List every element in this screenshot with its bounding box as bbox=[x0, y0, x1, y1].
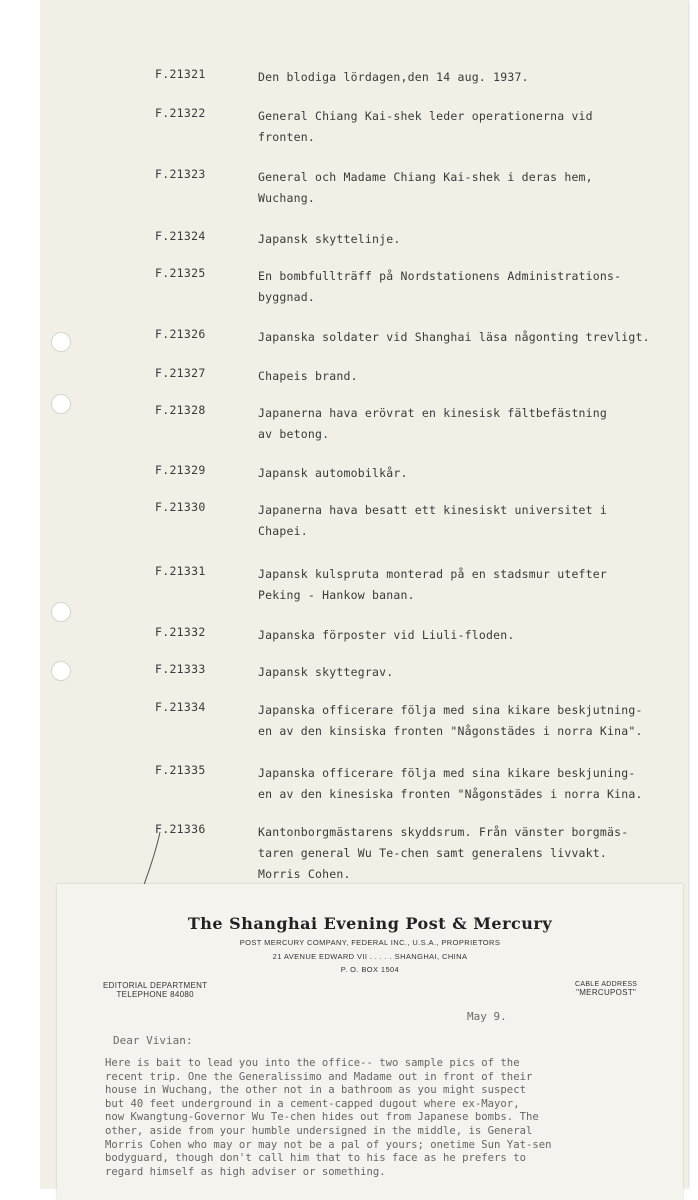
letter-body-line: recent trip. One the Generalissimo and Madame out in front of their bbox=[105, 1070, 533, 1083]
letter-body-line: now Kwangtung-Governor Wu Te-chen hides out from Japanese bombs. The bbox=[105, 1111, 539, 1124]
entry-code: F.21330 bbox=[155, 500, 206, 514]
description-line: taren general Wu Te-chen samt generalens livvakt. bbox=[258, 846, 608, 860]
entry-code: F.21328 bbox=[155, 403, 206, 417]
description-line: Japanerna hava erövrat en kinesisk fältbefästning bbox=[258, 406, 608, 420]
entry-code: F.21331 bbox=[155, 564, 206, 578]
entry-code: F.21325 bbox=[155, 266, 206, 280]
description-line: en av den kinsiska fronten "Någonstädes i norra Kina". bbox=[258, 724, 643, 738]
entry-code: F.21321 bbox=[155, 67, 206, 81]
letter-body bbox=[105, 1057, 675, 1179]
description-line: Kantonborgmästarens skyddsrum. Från vänster borgmäs- bbox=[258, 825, 629, 839]
entry-code: F.21332 bbox=[155, 625, 206, 639]
letterhead-title: The Shanghai Evening Post & Mercury bbox=[187, 914, 553, 933]
description-line: Peking - Hankow banan. bbox=[258, 588, 415, 602]
letter-body-line: but 40 feet underground in a cement-capped dugout where ex-Mayor, bbox=[105, 1097, 520, 1110]
description-line: Wuchang. bbox=[258, 191, 315, 205]
description-line: Japanska soldater vid Shanghai läsa någonting trevligt. bbox=[258, 330, 650, 344]
description-line: Japansk kulspruta monterad på en stadsmur utefter bbox=[258, 567, 608, 581]
description-line: Japansk automobilkår. bbox=[258, 466, 408, 480]
letter-body-line: house in Wuchang, the other not in a bathroom as you might suspect bbox=[105, 1084, 526, 1097]
description-line: General och Madame Chiang Kai-shek i deras hem, bbox=[258, 170, 593, 184]
description-line: av betong. bbox=[258, 427, 330, 441]
description-line: byggnad. bbox=[258, 290, 315, 304]
entry-code: F.21336 bbox=[155, 822, 206, 836]
description-line: Den blodiga lördagen,den 14 aug. 1937. bbox=[258, 70, 529, 84]
entry-code: F.21323 bbox=[155, 167, 206, 181]
description-line: Morris Cohen. bbox=[258, 867, 351, 881]
description-line: Chapeis brand. bbox=[258, 369, 358, 383]
letter-body-line: Here is bait to lead you into the office-- two sample pics of the bbox=[105, 1057, 520, 1069]
description-line: en av den kinesiska fronten "Någonstädes i norra Kina. bbox=[258, 787, 643, 801]
letter-body-line: other, aside from your humble undersigned in the middle, is General bbox=[105, 1124, 533, 1137]
letter-salutation: Dear Vivian: bbox=[113, 1034, 193, 1047]
letter-date: May 9. bbox=[467, 1010, 507, 1023]
entry-code: F.21335 bbox=[155, 763, 206, 777]
telephone-label: TELEPHONE 84080 bbox=[116, 990, 194, 999]
cable-address: "MERCUPOST" bbox=[576, 988, 637, 997]
letter-body-line: bodyguard, though don't call him that to his face as he prefers to bbox=[105, 1152, 526, 1165]
letter-body-line: Morris Cohen who may or may not be a pal of yours; onetime Sun Yat-sen bbox=[105, 1138, 552, 1151]
letterhead-company: POST MERCURY COMPANY, FEDERAL INC., U.S.A., PROPRIETORS bbox=[239, 938, 501, 947]
entry-code: F.21333 bbox=[155, 662, 206, 676]
description-line: General Chiang Kai-shek leder operationerna vid bbox=[258, 109, 593, 123]
letterhead-pobox: P. O. BOX 1504 bbox=[340, 965, 400, 974]
description-line: Japansk skyttelinje. bbox=[258, 232, 401, 246]
entry-code: F.21327 bbox=[155, 366, 206, 380]
description-line: Japanska officerare följa med sina kikare beskjutning- bbox=[258, 703, 643, 717]
entry-code: F.21326 bbox=[155, 327, 206, 341]
letterhead-note bbox=[57, 884, 683, 1200]
entry-code: F.21329 bbox=[155, 463, 206, 477]
entry-code: F.21324 bbox=[155, 229, 206, 243]
description-line: Chapei. bbox=[258, 524, 308, 538]
department-block bbox=[103, 981, 207, 999]
description-line: Japanerna hava besatt ett kinesiskt universitet i bbox=[258, 503, 608, 517]
cable-block bbox=[575, 981, 637, 997]
letterhead-address: 21 AVENUE EDWARD VII . . . . . SHANGHAI, CHINA bbox=[272, 952, 468, 961]
letter-body-line: regard himself as high adviser or something. bbox=[105, 1165, 386, 1178]
cable-label: CABLE ADDRESS bbox=[575, 981, 638, 988]
description-line: Japanska officerare följa med sina kikare beskjuning- bbox=[258, 766, 636, 780]
entry-code: F.21334 bbox=[155, 700, 206, 714]
entry-code: F.21322 bbox=[155, 106, 206, 120]
description-line: Japansk skyttegrav. bbox=[258, 665, 394, 679]
description-line: En bombfullträff på Nordstationens Administrations- bbox=[258, 269, 622, 283]
description-line: Japanska förposter vid Liuli-floden. bbox=[258, 628, 515, 642]
department-label: EDITORIAL DEPARTMENT bbox=[103, 981, 208, 990]
description-line: fronten. bbox=[258, 130, 315, 144]
